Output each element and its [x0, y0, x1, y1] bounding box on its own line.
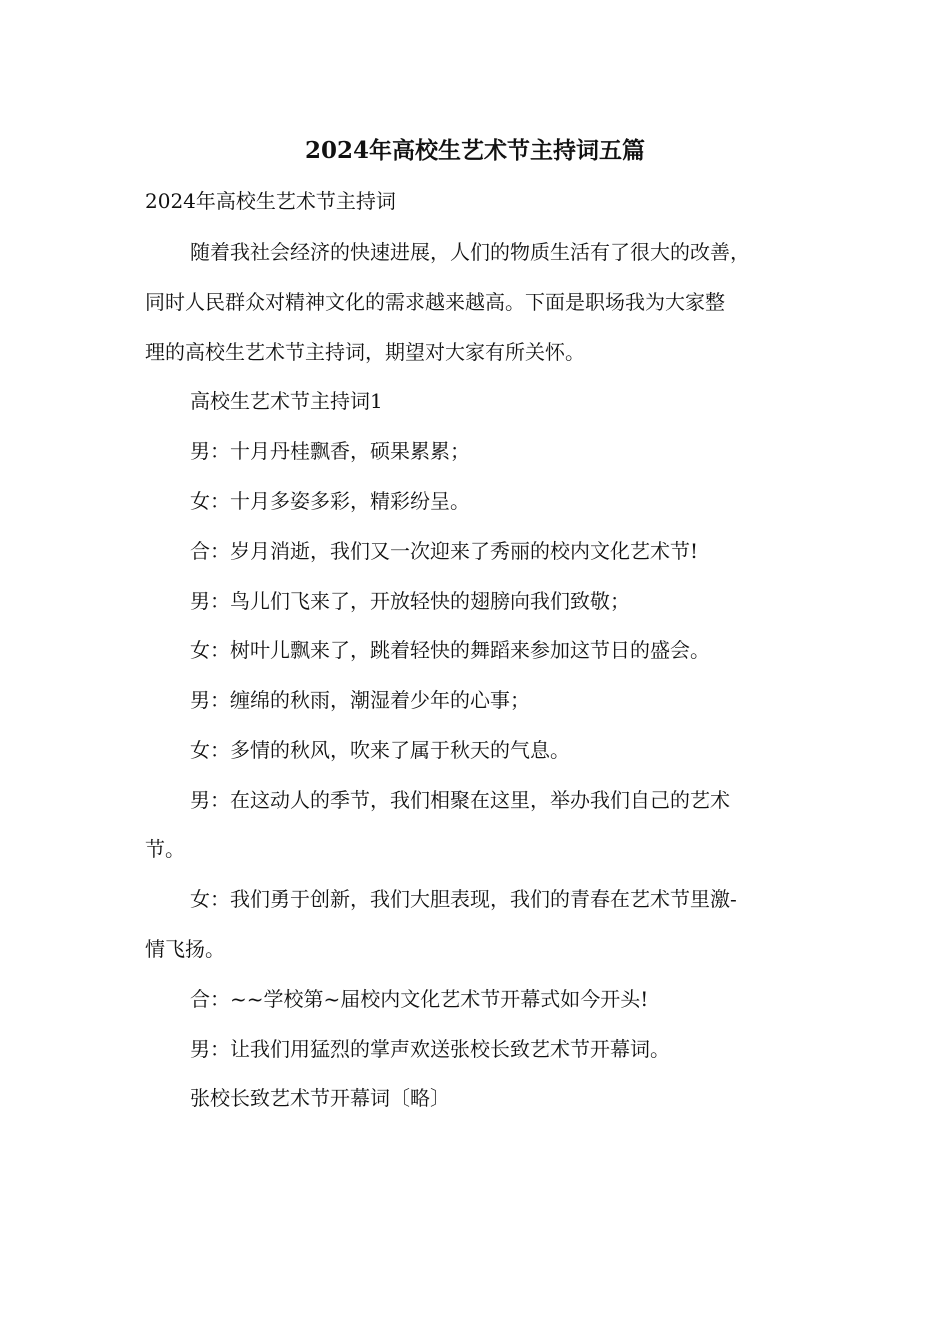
dialogue-line: 合：~~学校第~届校内文化艺术节开幕式如今开头!: [190, 987, 649, 1011]
document-title: 2024年高校生艺术节主持词五篇: [304, 137, 645, 164]
dialogue-line: 男：十月丹桂飘香，硕果累累；: [190, 439, 470, 463]
intro-line-1: 随着我社会经济的快速进展，人们的物质生活有了很大的改善，: [190, 240, 750, 264]
dialogue-line: 女：树叶儿飘来了，跳着轻快的舞蹈来参加这节日的盛会。: [190, 638, 710, 662]
dialogue-line: 女：十月多姿多彩，精彩纷呈。: [190, 489, 470, 513]
dialogue-line: 男：鸟儿们飞来了，开放轻快的翅膀向我们致敬；: [190, 589, 630, 613]
dialogue-line-continued: 节。: [145, 837, 185, 861]
dialogue-line: 男：在这动人的季节，我们相聚在这里，举办我们自己的艺术: [190, 788, 730, 812]
intro-line-2: 同时人民群众对精神文化的需求越来越高。下面是职场我为大家整: [145, 290, 725, 314]
document-subtitle: 2024年高校生艺术节主持词: [145, 189, 396, 213]
section-heading: 高校生艺术节主持词1: [190, 389, 383, 413]
closing-line: 张校长致艺术节开幕词〔略〕: [190, 1086, 450, 1110]
dialogue-line: 男：让我们用猛烈的掌声欢送张校长致艺术节开幕词。: [190, 1037, 670, 1061]
intro-line-3: 理的高校生艺术节主持词，期望对大家有所关怀。: [145, 340, 585, 364]
dialogue-line-continued: 情飞扬。: [145, 937, 225, 961]
dialogue-line: 女：我们勇于创新，我们大胆表现，我们的青春在艺术节里激-: [190, 887, 737, 911]
dialogue-line: 女：多情的秋风，吹来了属于秋天的气息。: [190, 738, 570, 762]
dialogue-line: 男：缠绵的秋雨，潮湿着少年的心事；: [190, 688, 530, 712]
dialogue-line: 合：岁月消逝，我们又一次迎来了秀丽的校内文化艺术节!: [190, 539, 699, 563]
